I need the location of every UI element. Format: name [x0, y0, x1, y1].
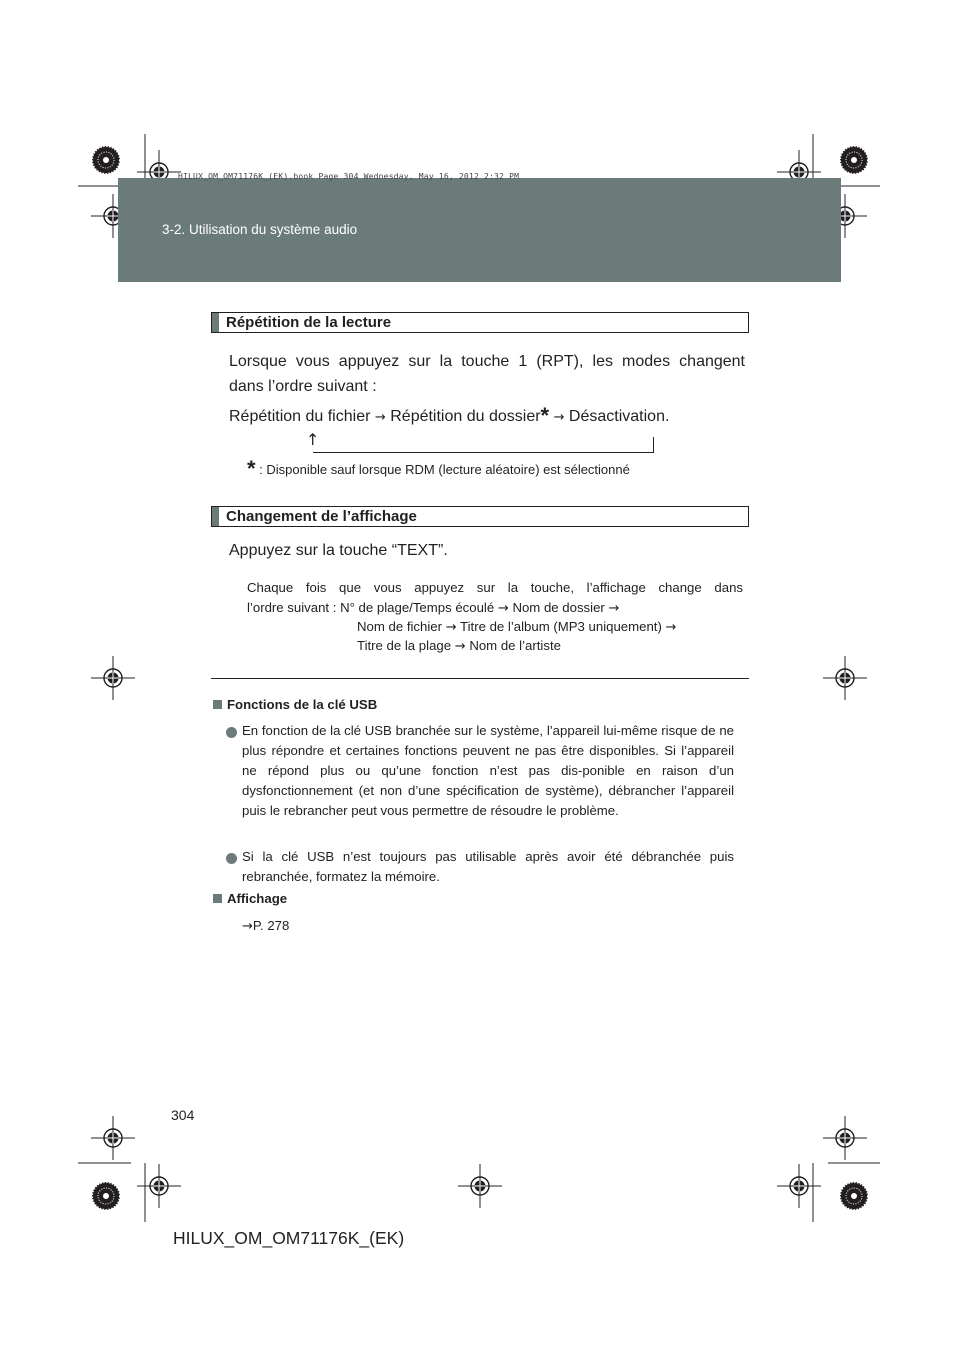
page-number: 304 — [171, 1107, 195, 1123]
detail-track-time: N° de plage/Temps écoulé — [340, 600, 495, 615]
seq-item-file: Répétition du fichier — [229, 408, 371, 425]
usb-bullet-2: Si la clé USB n’est toujours pas utilisable après avoir été débranchée puis rebranchée, formatez la mémoire. — [242, 849, 734, 884]
arrow-right-icon: → — [665, 620, 677, 635]
detail-artist-name: Nom de l’artiste — [469, 638, 561, 653]
square-bullet-icon — [213, 700, 222, 709]
footnote — [247, 456, 630, 481]
asterisk-mark: * — [540, 403, 550, 428]
footnote-text: : Disponible sauf lorsque RDM (lecture aléatoire) est sélectionné — [255, 462, 630, 477]
usb-note-title — [213, 697, 377, 712]
display-heading-box — [211, 506, 749, 527]
display-heading: Changement de l’affichage — [226, 508, 417, 525]
arrow-right-icon: → — [242, 919, 253, 934]
crosshair-mark-icon — [458, 1164, 502, 1208]
usb-bullet-1: En fonction de la clé USB branchée sur le système, l’appareil lui-même risque de ne plus répondre et certaines fonctions peuvent ne pas être disponibles. Si l’appareil ne répond plus ou qu’une fonction n’est pas dis-ponible en raison d’un dysfonctionnement (et non d’une spécification de système), débrancher l’appareil puis le rebrancher peut vous permettre de résoudre le problème. — [242, 723, 734, 818]
arrow-right-icon: → — [608, 601, 620, 616]
detail-album-title: Titre de l’album (MP3 uniquement) — [460, 619, 662, 634]
crosshair-mark-icon — [91, 1116, 135, 1160]
repeat-body-line1: Lorsque vous appuyez sur la touche 1 (RPT), les modes changent — [229, 353, 745, 370]
usb-note-title-text: Fonctions de la clé USB — [227, 697, 378, 712]
display-detail-line1: Chaque fois que vous appuyez sur la touche, l’affichage change dans — [247, 580, 743, 595]
book-info-line: HILUX_OM_OM71176K_(EK).book Page 304 Wednesday, May 16, 2012 2:32 PM — [178, 172, 520, 181]
page-reference-text: P. 278 — [252, 918, 290, 933]
round-bullet-icon — [226, 853, 237, 864]
arrow-right-icon: → — [445, 620, 457, 635]
display-note-title-text: Affichage — [227, 891, 288, 906]
round-bullet-icon — [226, 727, 237, 738]
starburst-mark-icon — [840, 1182, 868, 1210]
display-detail-line2 — [247, 598, 619, 619]
crosshair-mark-icon — [823, 656, 867, 700]
detail-folder-name: Nom de dossier — [512, 600, 605, 615]
repeat-heading-box — [211, 312, 749, 333]
cycle-return-line — [313, 452, 654, 453]
detail-track-title: Titre de la plage — [357, 638, 452, 653]
seq-item-folder: Répétition du dossier — [390, 408, 541, 425]
arrow-right-icon: → — [497, 601, 509, 616]
starburst-mark-icon — [840, 146, 868, 174]
arrow-up-icon: ↑ — [306, 430, 320, 449]
section-divider — [211, 678, 749, 679]
document-code: HILUX_OM_OM71176K_(EK) — [173, 1228, 405, 1248]
display-detail-line4 — [357, 636, 561, 657]
display-detail-line3 — [357, 617, 676, 638]
crosshair-mark-icon — [137, 1164, 181, 1208]
repeat-heading: Répétition de la lecture — [226, 314, 392, 331]
asterisk-mark: * — [247, 456, 256, 481]
crosshair-mark-icon — [777, 1164, 821, 1208]
page-reference-link[interactable] — [242, 916, 289, 937]
repeat-body-line2: dans l’ordre suivant : — [229, 378, 377, 395]
arrow-right-icon: → — [553, 410, 565, 425]
crosshair-mark-icon — [823, 1116, 867, 1160]
seq-item-off: Désactivation. — [568, 408, 670, 425]
detail-file-name: Nom de fichier — [357, 619, 443, 634]
square-bullet-icon — [213, 894, 222, 903]
heading-accent-bar — [212, 313, 219, 332]
display-note-title — [213, 891, 287, 906]
repeat-sequence — [229, 404, 745, 430]
cycle-return-line — [653, 437, 654, 452]
display-instruction: Appuyez sur la touche “TEXT”. — [229, 542, 448, 559]
arrow-right-icon: → — [374, 410, 386, 425]
arrow-right-icon: → — [454, 639, 466, 654]
starburst-mark-icon — [92, 146, 120, 174]
section-title: 3-2. Utilisation du système audio — [162, 222, 358, 237]
heading-accent-bar — [212, 507, 219, 526]
detail-prefix: l’ordre suivant : — [247, 600, 341, 615]
crosshair-mark-icon — [91, 656, 135, 700]
starburst-mark-icon — [92, 1182, 120, 1210]
